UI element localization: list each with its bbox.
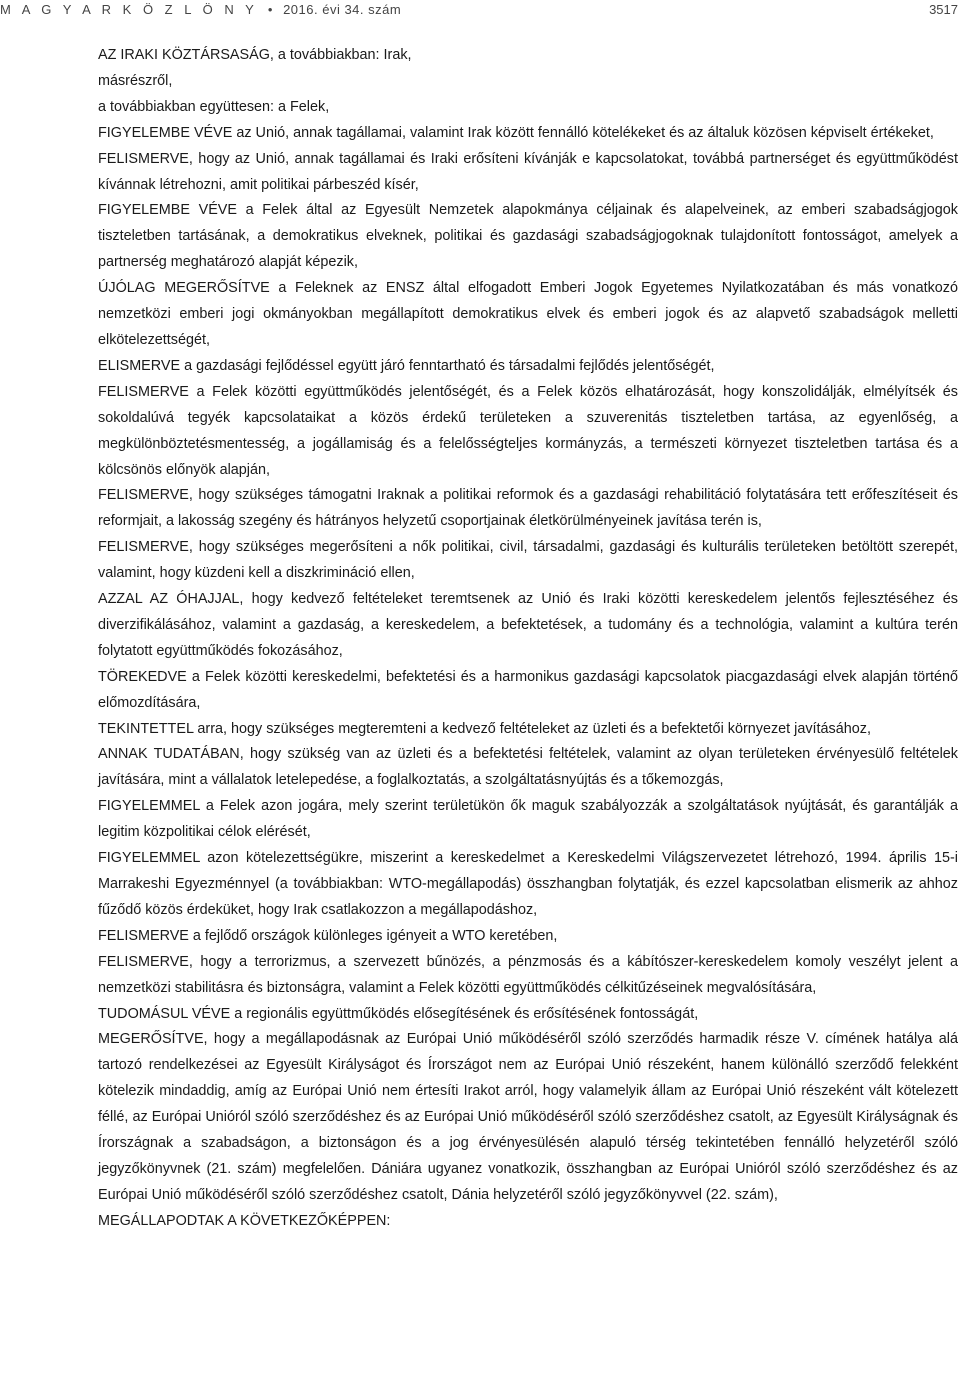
paragraph: a továbbiakban együttesen: a Felek, bbox=[98, 98, 330, 115]
issue-label: 2016. évi 34. szám bbox=[283, 2, 402, 17]
paragraph: FELISMERVE, hogy a terrorizmus, a szervezett bűnözés, a pénzmosás és a kábítószer-kereskedelem komoly veszélyt jelent a nemzetközi stabilitásra és biztonságra, valamint a Felek közötti együttműködés célkitűzéseinek megvalósítására, bbox=[98, 953, 958, 996]
paragraph: FIGYELEMMEL a Felek azon jogára, mely szerint területükön ők maguk szabályozzák a szolgáltatások nyújtását, és garantálják a legitim közpolitikai célok elérését, bbox=[98, 798, 958, 841]
page-number: 3517 bbox=[929, 2, 958, 17]
paragraph: FIGYELEMMEL azon kötelezettségükre, miszerint a kereskedelmet a Kereskedelmi Világszervezetet létrehozó, 1994. április 15-i Marrakeshi Egyezménnyel (a továbbiakban: WTO-megállapodás) összhangban folytatják, és ezzel kapcsolatban elismerik az ahhoz fűződő közös érdeküket, hogy Irak csatlakozzon a megállapodáshoz, bbox=[98, 850, 958, 918]
paragraph: MEGÁLLAPODTAK A KÖVETKEZŐKÉPPEN: bbox=[98, 1212, 391, 1229]
page-header bbox=[0, 0, 960, 18]
paragraph: AZ IRAKI KÖZTÁRSASÁG, a továbbiakban: Irak, bbox=[98, 47, 412, 63]
paragraph: ANNAK TUDATÁBAN, hogy szükség van az üzleti és a befektetési feltételek, valamint az olyan területeken érvényesülő feltételek javítására, mint a vállalatok letelepedése, a foglalkoztatás, a szolgáltatásnyújtás és a tőkemozgás, bbox=[98, 746, 958, 789]
paragraph: FELISMERVE a Felek közötti együttműködés jelentőségét, és a Felek közös elhatározását, hogy konszolidálják, elmélyítsék és sokoldalúvá tegyék kapcsolataikat a közös érdekű területeken a szuverenitás tiszteletben tartása, az egyenlőség, a megkülönböztetésmentesség, a jogállamiság és a felelősségteljes kormányzás, a természeti környezet tiszteletben tartása és a kölcsönös előnyök alapján, bbox=[98, 383, 958, 478]
running-head bbox=[0, 2, 401, 17]
paragraph: FELISMERVE, hogy szükséges támogatni Iraknak a politikai reformok és a gazdasági rehabilitáció folytatására tett erőfeszítéseit és reformjait, a lakosság szegény és hátrányos helyzetű csoportjainak életkörülményeinek javítása terén is, bbox=[98, 487, 958, 530]
paragraph: FIGYELEMBE VÉVE a Felek által az Egyesült Nemzetek alapokmánya céljainak és alapelveinek, az emberi szabadságjogok tiszteletben tartásának, a demokratikus elveknek, politikai és gazdasági szabadságjogoknak tulajdonított fontosságot, amelyek a partnerség meghatározó alapját képezik, bbox=[98, 202, 958, 271]
paragraph: TUDOMÁSUL VÉVE a regionális együttműködés elősegítésének és erősítésének fontosságát, bbox=[98, 1005, 699, 1022]
separator-bullet: • bbox=[267, 2, 273, 17]
paragraph: másrészről, bbox=[98, 72, 173, 89]
paragraph: FELISMERVE, hogy az Unió, annak tagállamai és Iraki erősíteni kívánják e kapcsolatokat, továbbá partnerséget és együttműködést kívánnak létrehozni, amit politikai párbeszéd kísér, bbox=[98, 150, 958, 193]
paragraph: ELISMERVE a gazdasági fejlődéssel együtt járó fenntartható és társadalmi fejlődés jelentőségét, bbox=[98, 357, 715, 374]
paragraph: MEGERŐSÍTVE, hogy a megállapodásnak az Európai Unió működéséről szóló szerződés harmadik része V. címének hatálya alá tartozó rendelkezései az Egyesült Királyságot és Írországot nem az Európai Unió részeként, hanem különálló szerződő felekként kötelezik mindaddig, amíg az Európai Unió nem értesíti Irakot arról, hogy valamelyik állam az Európai Unió részeként vált kötelezett féllé, az Európai Unióról szóló szerződéshez és az Európai Unió működéséről szóló szerződéshez csatolt, az Egyesült Királyságnak és Írországnak a szabadságon, a biztonságon és a jog érvényesülésén alapuló térség tekintetében fennálló helyzetéről szóló jegyzőkönyvnek (21. szám) megfelelően. Dániára ugyanez vonatkozik, összhangban az Európai Unióról szóló szerződéshez és az Európai Unió működéséről szóló szerződéshez csatolt, Dánia helyzetéről szóló jegyzőkönyvvel (22. szám), bbox=[98, 1031, 958, 1203]
paragraph: FIGYELEMBE VÉVE az Unió, annak tagállamai, valamint Irak között fennálló kötelékeket és az általuk közösen képviselt értékeket, bbox=[98, 124, 934, 141]
journal-title: M A G Y A R K Ö Z L Ö N Y bbox=[0, 2, 258, 17]
paragraph: TÖREKEDVE a Felek közötti kereskedelmi, befektetési és a harmonikus gazdasági kapcsolatok piacgazdasági elvek alapján történő előmozdítására, bbox=[98, 668, 958, 711]
paragraph: TEKINTETTEL arra, hogy szükséges megteremteni a kedvező feltételeket az üzleti és a befektetői környezet javításához, bbox=[98, 720, 871, 737]
paragraph: AZZAL AZ ÓHAJJAL, hogy kedvező feltételeket teremtsenek az Unió és Iraki közötti kereskedelem jelentős fejlesztéséhez és diverzifikálásához, valamint a gazdaság, a kereskedelem, a befektetések, a tudomány és a technológia, valamint a kultúra terén folytatott együttműködés fokozásához, bbox=[98, 591, 958, 659]
document-body bbox=[98, 43, 958, 1235]
paragraph: FELISMERVE a fejlődő országok különleges igényeit a WTO keretében, bbox=[98, 927, 558, 944]
paragraph: ÚJÓLAG MEGERŐSÍTVE a Feleknek az ENSZ által elfogadott Emberi Jogok Egyetemes Nyilatkozatában és más vonatkozó nemzetközi emberi jogi okmányokban megállapított demokratikus elvek és emberi jogok és az alapvető szabadságok melletti elkötelezettségét, bbox=[98, 280, 958, 348]
paragraph: FELISMERVE, hogy szükséges megerősíteni a nők politikai, civil, társadalmi, gazdasági és kulturális területeken betöltött szerepét, valamint, hogy küzdeni kell a diszkrimináció ellen, bbox=[98, 539, 958, 582]
